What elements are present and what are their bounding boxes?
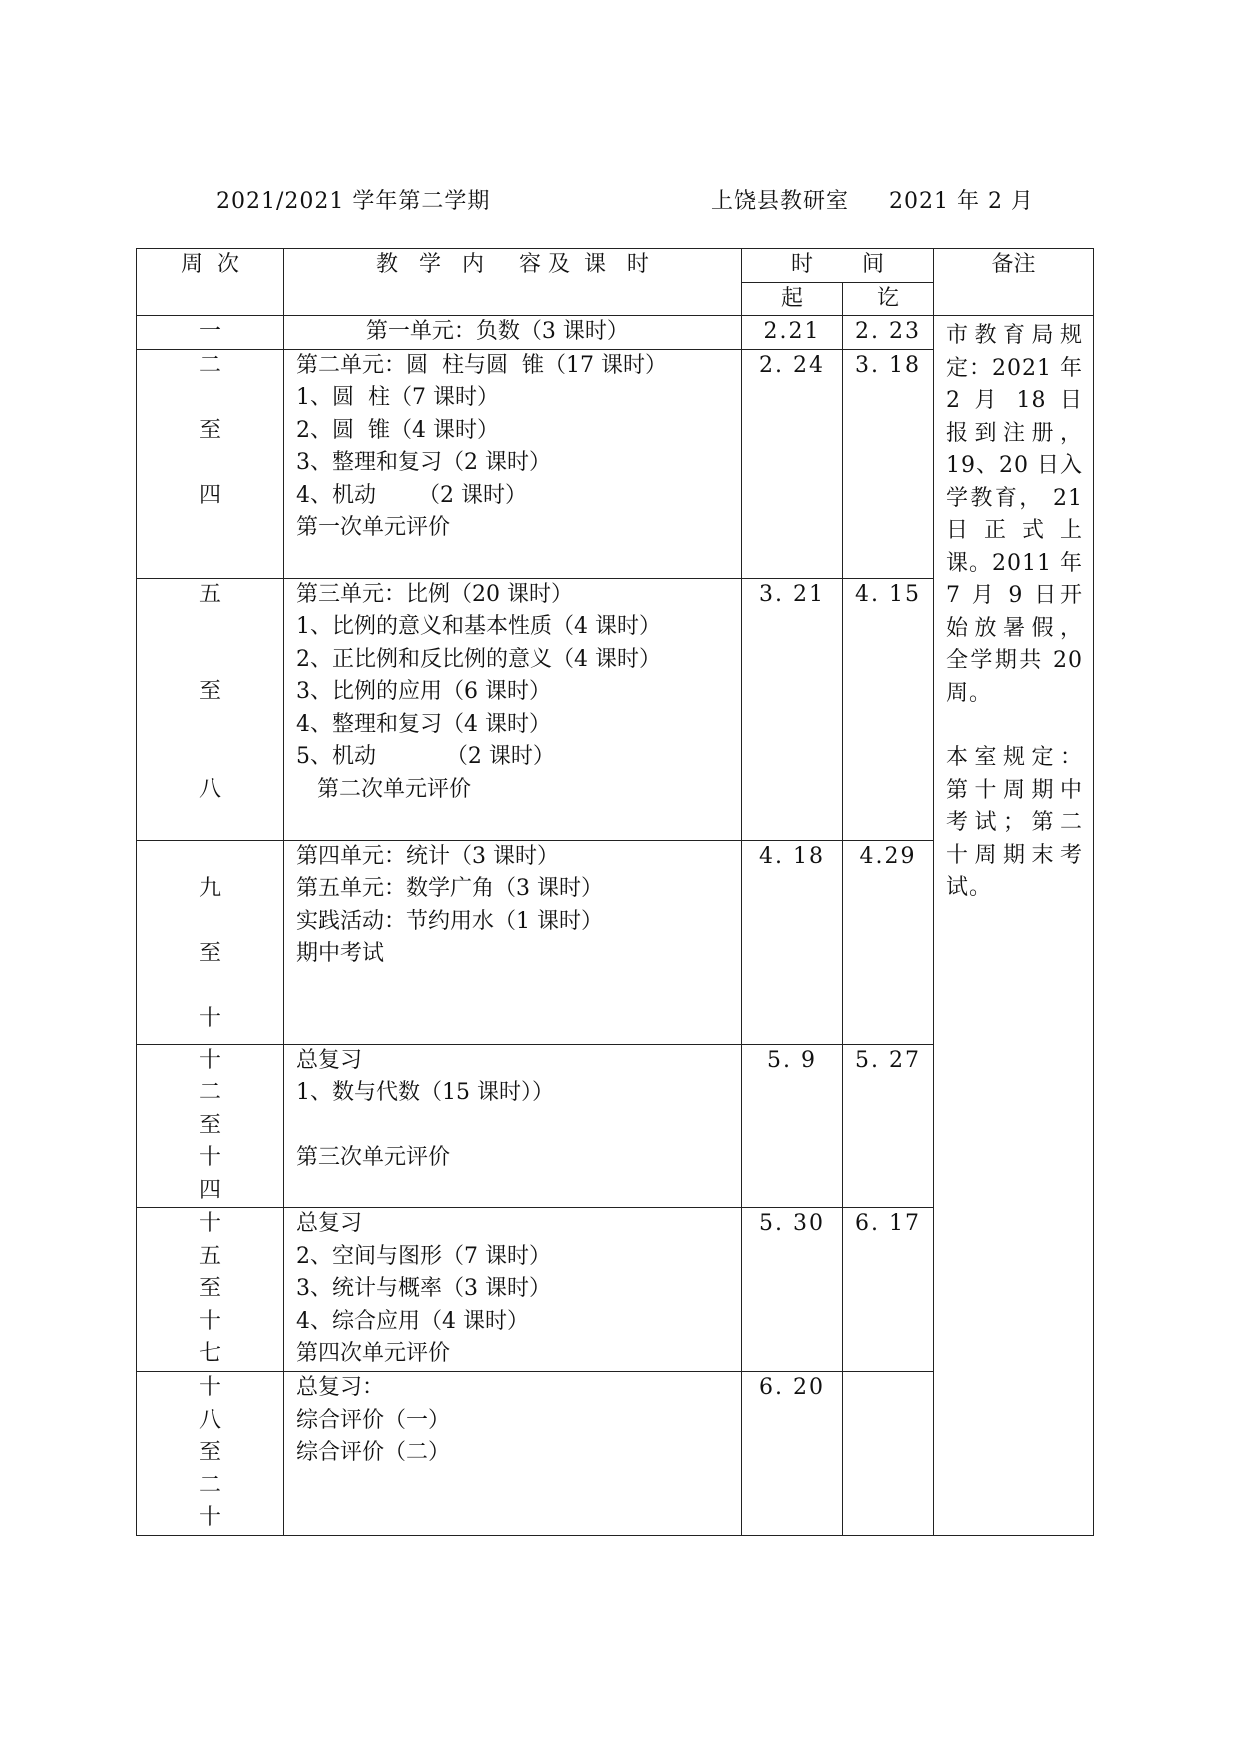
content-line: 3、比例的应用（6 课时） [296,679,551,704]
content-cell [284,316,742,350]
content-line: 第一次单元评价 [296,515,451,540]
week-label [137,741,283,774]
start-date-cell: 3. 21 [742,578,843,840]
week-label: 一 [198,319,221,344]
start-date-cell: 4. 18 [742,840,843,1044]
content-line: 2、正比例和反比例的意义（4 课时） [296,646,661,672]
week-label: 十 [198,1375,221,1400]
start-date-cell: 2.21 [742,316,843,350]
end-date-cell: 4. 15 [843,578,934,840]
note-paragraph: 市教育局规定：2021 年 2 月 18 日报到注册，19、20 日入学教育， 21 日正式上课。2011 年 7 月 9 日开始放暑假，全学期共 20 周。 [946,323,1084,706]
note-cell [934,316,1094,1536]
week-label: 十 [198,1006,221,1031]
content-line: 实践活动：节约用水（1 课时） [296,908,603,934]
col-header-time: 时 间 [742,249,934,283]
content-line: 第一单元：负数（3 课时） [296,319,629,344]
note-paragraph: 本室规定：第十周期中考试；第二十周期末考试。 [946,745,1084,900]
header-issuer-date: 上饶县教研室 2021 年 2 月 [711,189,1034,214]
end-date-cell [843,1372,934,1536]
content-cell [284,578,742,840]
col-header-end: 讫 [843,282,934,316]
week-label: 至 [198,679,221,704]
content-line: 1、数与代数（15 课时）） [296,1080,554,1105]
note-paragraph [946,710,1083,742]
week-label: 十 [198,1047,221,1073]
week-label [137,611,283,644]
content-line: 第四单元：统计（3 课时） [296,843,559,869]
end-date-cell: 6. 17 [843,1208,934,1372]
content-line: 3、整理和复习（2 课时） [296,450,551,475]
week-label: 二 [198,1472,221,1498]
week-label: 五 [198,1243,221,1269]
week-cell [137,349,284,578]
end-date-cell: 5. 27 [843,1044,934,1208]
week-label: 至 [198,1276,221,1301]
content-line: 4、综合应用（4 课时） [296,1308,529,1334]
week-label: 八 [198,776,221,802]
content-line: 第二次单元评价 [296,776,471,802]
week-label [137,971,283,1004]
week-label [137,906,283,939]
schedule-rows [137,316,1094,1536]
week-label: 五 [198,581,221,607]
week-cell [137,1372,284,1536]
col-header-start: 起 [742,282,843,316]
content-cell [284,1044,742,1208]
week-cell [137,1044,284,1208]
week-label: 至 [198,417,221,443]
week-label [137,644,283,677]
week-label: 二 [198,1080,221,1105]
content-line: 第二单元：圆 柱与圆 锥（17 课时） [296,352,667,378]
content-line: 4、机动 （2 课时） [296,482,527,508]
week-label: 七 [198,1341,221,1366]
week-label: 二 [198,352,221,378]
content-line: 4、整理和复习（4 课时） [296,711,551,737]
week-label: 八 [198,1407,221,1433]
week-label: 四 [198,1177,221,1203]
content-line: 总复习： [296,1375,385,1400]
end-date-cell: 4.29 [843,840,934,1044]
content-line: 第五单元：数学广角（3 课时） [296,876,603,901]
week-label: 十 [198,1211,221,1236]
content-cell [284,1372,742,1536]
col-header-content: 教 学 内 容 及 课 时 [284,249,742,316]
start-date-cell: 2. 24 [742,349,843,578]
content-line: 1、圆 柱（7 课时） [296,385,499,410]
end-date-cell: 2. 23 [843,316,934,350]
start-date-cell: 6. 20 [742,1372,843,1536]
content-line: 综合评价（一） [296,1407,451,1433]
week-label [137,447,283,480]
content-line: 第三次单元评价 [296,1145,451,1170]
teaching-schedule-table [136,248,1094,1536]
end-date-cell: 3. 18 [843,349,934,578]
week-label: 至 [198,941,221,966]
week-cell [137,578,284,840]
content-line: 5、机动 （2 课时） [296,744,555,769]
content-line [296,1110,741,1143]
content-line: 2、空间与图形（7 课时） [296,1243,551,1269]
week-label: 九 [198,876,221,901]
week-cell [137,1208,284,1372]
content-line: 第四次单元评价 [296,1341,451,1366]
start-date-cell: 5. 9 [742,1044,843,1208]
week-label: 十 [198,1145,221,1170]
header-term: 2021/2021 学年第二学期 [216,189,491,214]
table-row [137,316,1094,350]
week-label [137,841,283,874]
week-label: 至 [198,1440,221,1465]
start-date-cell: 5. 30 [742,1208,843,1372]
content-line: 期中考试 [296,941,385,966]
content-line: 综合评价（二） [296,1440,451,1465]
week-label: 四 [198,482,221,508]
col-header-note: 备注 [934,249,1094,316]
content-cell [284,349,742,578]
content-line: 1、比例的意义和基本性质（4 课时） [296,614,661,639]
content-line: 第三单元：比例（20 课时） [296,581,573,607]
content-cell [284,840,742,1044]
content-line: 总复习 [296,1047,363,1073]
content-line: 2、圆 锥（4 课时） [296,417,499,443]
week-label [137,382,283,415]
week-label: 至 [198,1112,221,1138]
content-line: 总复习 [296,1211,363,1236]
content-cell [284,1208,742,1372]
week-label: 十 [198,1308,221,1334]
week-cell [137,316,284,350]
week-cell [137,840,284,1044]
content-line: 3、统计与概率（3 课时） [296,1276,551,1301]
week-label [137,709,283,742]
week-label: 十 [198,1505,221,1530]
col-header-week: 周 次 [137,249,284,316]
